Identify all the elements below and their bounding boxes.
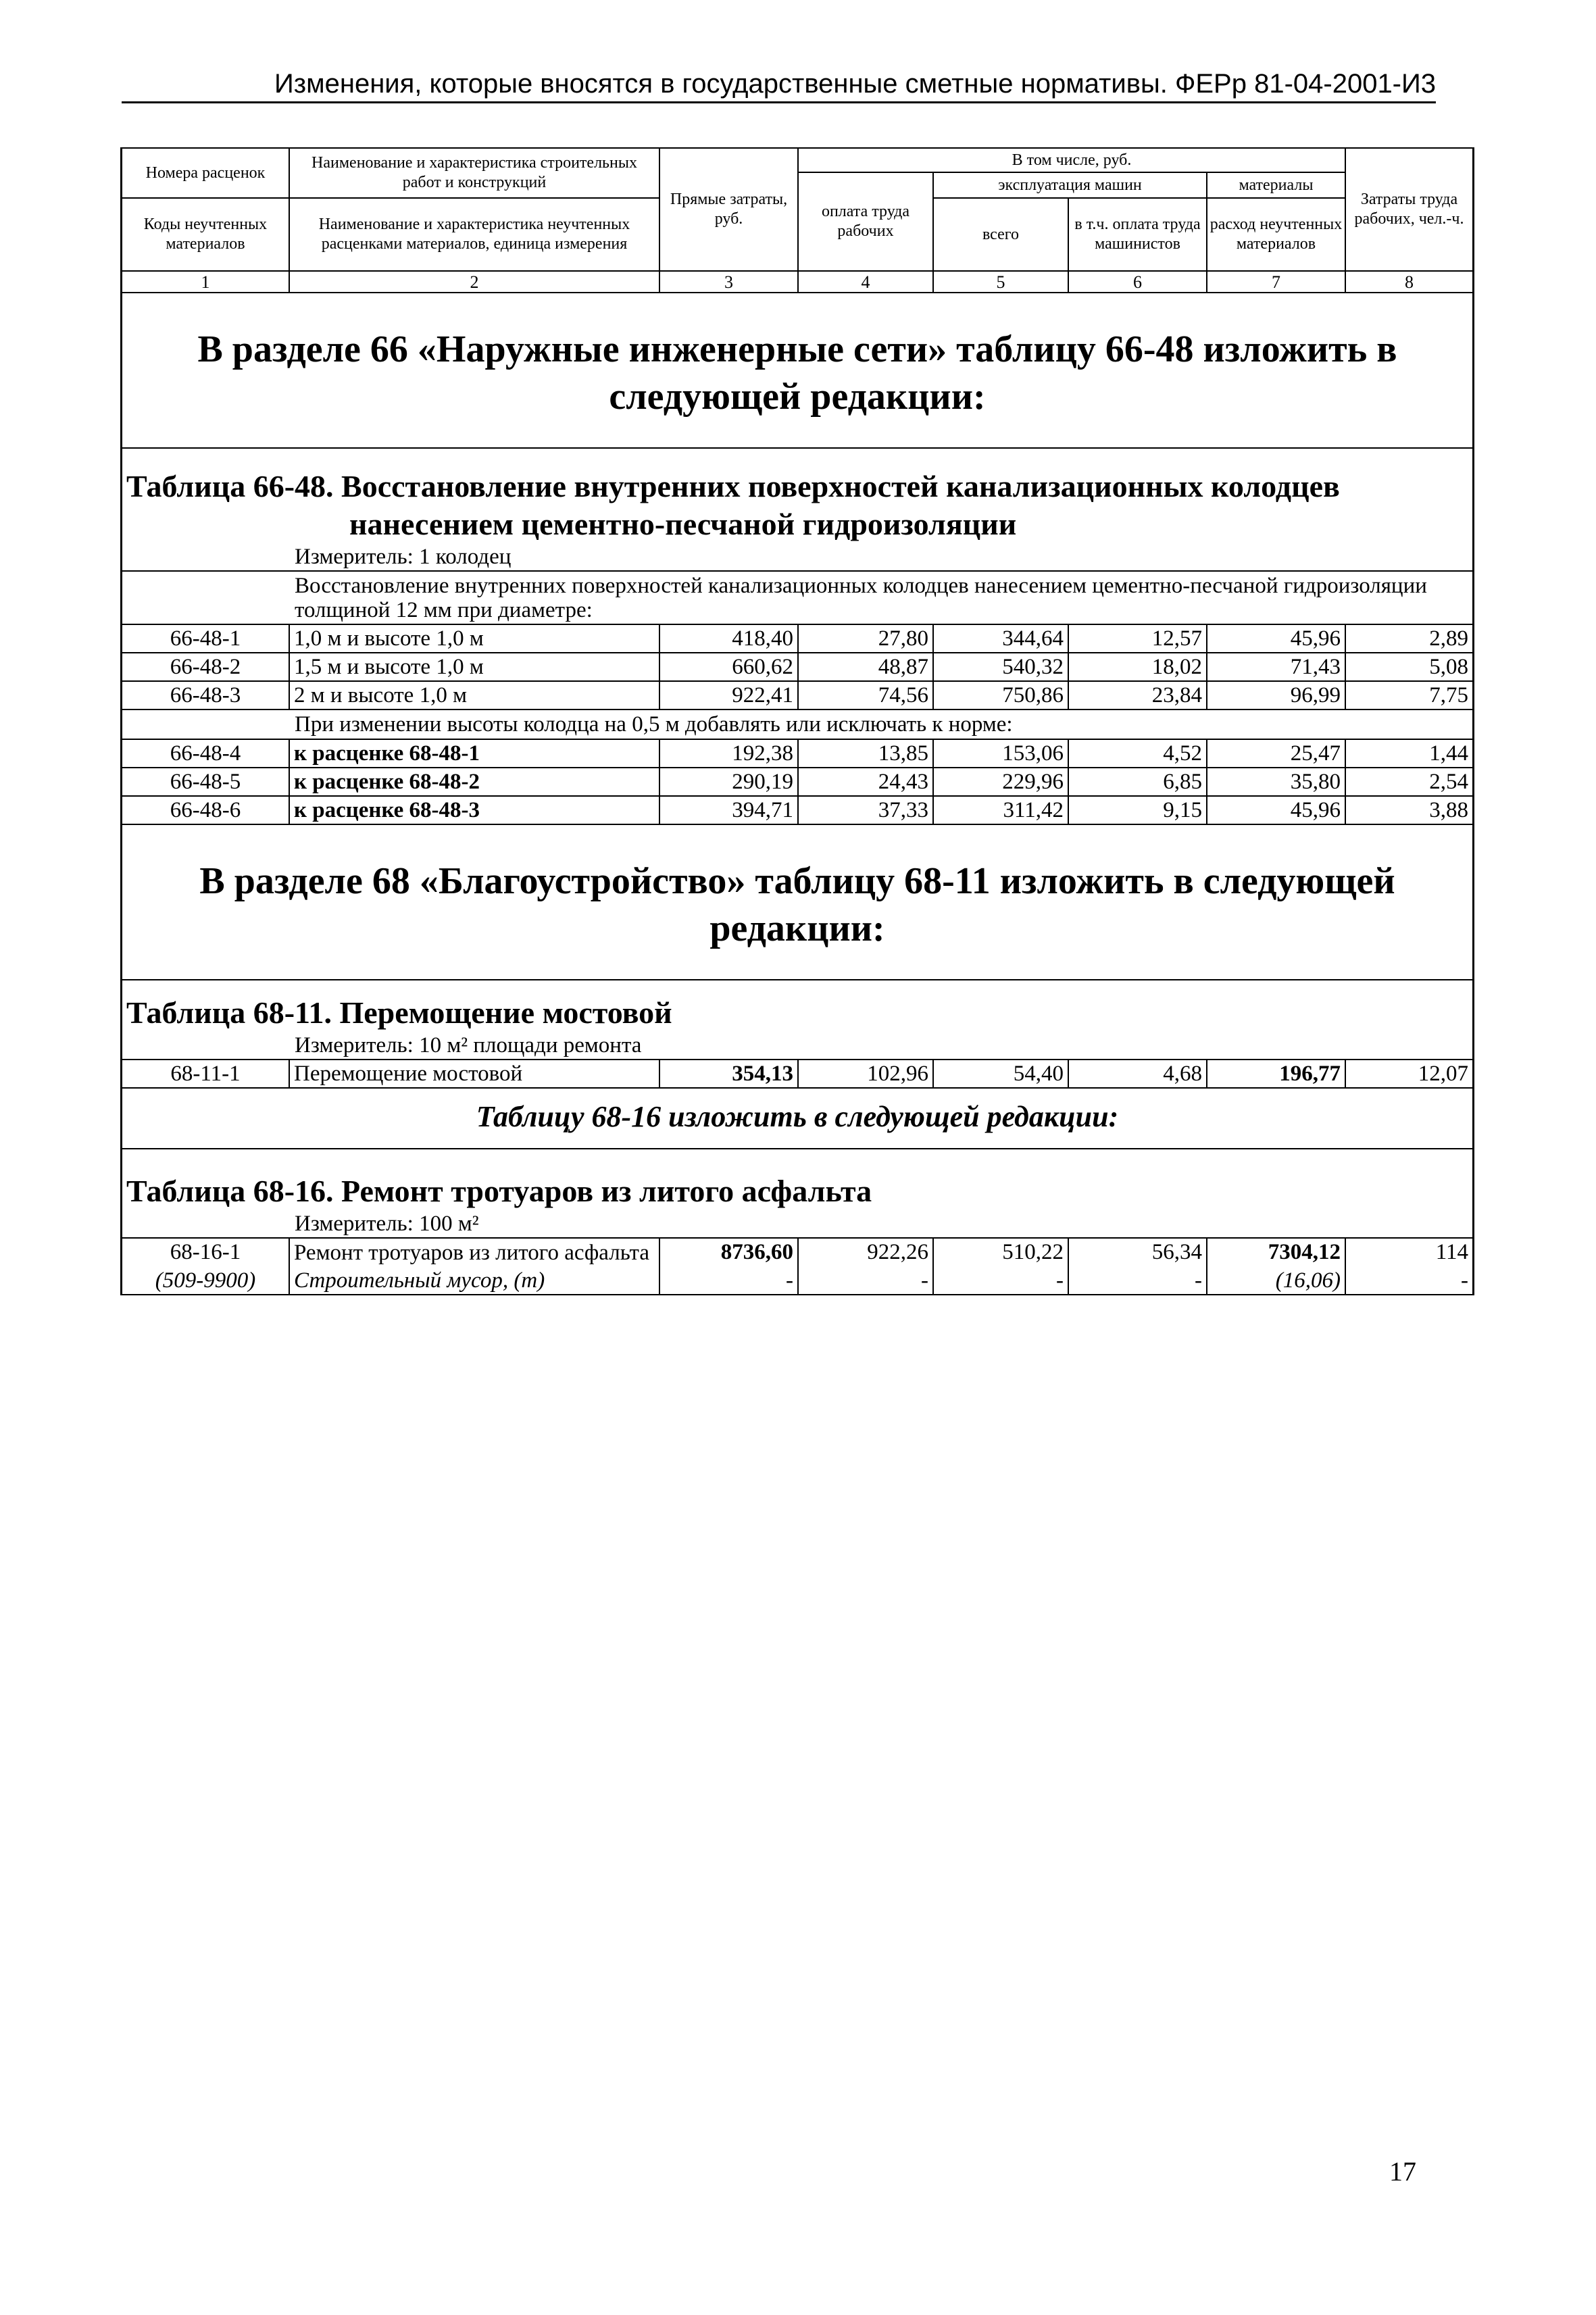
table-66-48-rows: [122, 625, 1472, 710]
cell-direct-cost: 922,41: [659, 681, 798, 710]
cell-machines-total: 54,40: [933, 1060, 1068, 1088]
row-name: к расценке 68-48-3: [289, 796, 659, 824]
cell-machines-total: 153,06: [933, 740, 1068, 768]
cell-labor-pay: 24,43: [798, 768, 933, 796]
col3-header: Прямые затраты, руб.: [659, 148, 798, 271]
cell-direct-cost: 394,71: [659, 796, 798, 824]
cell-labor-hours: 2,89: [1345, 625, 1472, 653]
table-68-16-measure: Измеритель: 100 м²: [122, 1210, 1472, 1239]
cell-labor-hours: 1,44: [1345, 740, 1472, 768]
cell-machines-total: 510,22: [933, 1239, 1068, 1267]
cell-labor-pay: 27,80: [798, 625, 933, 653]
cell-labor-hours: 5,08: [1345, 653, 1472, 681]
col-number: 7: [1207, 271, 1345, 293]
table-row: [122, 1239, 1472, 1267]
cell-machines-total: -: [933, 1267, 1068, 1295]
row-code: 66-48-3: [122, 681, 289, 710]
row-name: к расценке 68-48-1: [289, 740, 659, 768]
cell-machinists-pay: 12,57: [1068, 625, 1207, 653]
cell-labor-hours: 2,54: [1345, 768, 1472, 796]
page-number: 17: [1389, 2156, 1416, 2187]
table-66-48-title: [122, 468, 1472, 543]
table-row: [122, 796, 1472, 824]
table-row: [122, 768, 1472, 796]
cell-machines-total: 311,42: [933, 796, 1068, 824]
cell-materials: 45,96: [1207, 796, 1345, 824]
row-name: 1,0 м и высоте 1,0 м: [289, 625, 659, 653]
cell-direct-cost: 418,40: [659, 625, 798, 653]
row-code: 66-48-1: [122, 625, 289, 653]
section-66-heading: В разделе 66 «Наружные инженерные сети» таблицу 66-48 изложить в следующей редакции:: [122, 293, 1472, 449]
col-number: 2: [289, 271, 659, 293]
cell-direct-cost: 354,13: [659, 1060, 798, 1088]
cell-labor-pay: 37,33: [798, 796, 933, 824]
cell-direct-cost: 660,62: [659, 653, 798, 681]
section-68-heading: В разделе 68 «Благоустройство» таблицу 68-11 изложить в следующей редакции:: [122, 825, 1472, 980]
table-68-11-rows: [122, 1060, 1472, 1089]
col-number: 5: [933, 271, 1068, 293]
row-name: 2 м и высоте 1,0 м: [289, 681, 659, 710]
cell-materials: 96,99: [1207, 681, 1345, 710]
cell-labor-pay: 48,87: [798, 653, 933, 681]
height-adjust-note: При изменении высоты колодца на 0,5 м добавлять или исключать к норме:: [122, 710, 1472, 740]
row-code: 66-48-4: [122, 740, 289, 768]
cell-machinists-pay: -: [1068, 1267, 1207, 1295]
col1-top: Номера расценок: [122, 148, 289, 198]
row-code: 66-48-5: [122, 768, 289, 796]
row-code: (509-9900): [122, 1267, 289, 1295]
labor-header: оплата труда рабочих: [798, 172, 933, 271]
machines-total-header: всего: [933, 198, 1068, 271]
row-code: 66-48-2: [122, 653, 289, 681]
cell-materials: 45,96: [1207, 625, 1345, 653]
cell-machinists-pay: 4,52: [1068, 740, 1207, 768]
col-number: 1: [122, 271, 289, 293]
materials-header: материалы: [1207, 172, 1345, 198]
cell-materials: 25,47: [1207, 740, 1345, 768]
cell-materials: (16,06): [1207, 1267, 1345, 1295]
row-name: Перемощение мостовой: [289, 1060, 659, 1088]
cell-labor-hours: 114: [1435, 1240, 1468, 1264]
cell-machines-total: 540,32: [933, 653, 1068, 681]
col2-bottom: Наименование и характеристика неучтенных расценками материалов, единица измерения: [289, 198, 659, 271]
row-code: 66-48-6: [122, 796, 289, 824]
cell-materials: 196,77: [1207, 1060, 1345, 1088]
table-row: [122, 625, 1472, 653]
col-number: 3: [659, 271, 798, 293]
cell-machinists-pay: 18,02: [1068, 653, 1207, 681]
row-code: 68-11-1: [122, 1060, 289, 1088]
cell-machinists-pay: 6,85: [1068, 768, 1207, 796]
cell-machines-total: 229,96: [933, 768, 1068, 796]
table-row: [122, 653, 1472, 681]
cell-machines-total: 750,86: [933, 681, 1068, 710]
col-number: 4: [798, 271, 933, 293]
table-row: [122, 681, 1472, 710]
cell-direct-cost: 8736,60: [659, 1239, 798, 1267]
cell-direct-cost: 290,19: [659, 768, 798, 796]
cell-machinists-pay: 23,84: [1068, 681, 1207, 710]
materials-sub-header: расход неучтенных материалов: [1207, 198, 1345, 271]
cell-materials: 35,80: [1207, 768, 1345, 796]
table-66-48-adjust-rows: [122, 740, 1472, 825]
cell-materials: 7304,12: [1207, 1239, 1345, 1267]
cell-labor-hours: 7,75: [1345, 681, 1472, 710]
col2-top: Наименование и характеристика строительных работ и конструкций: [289, 148, 659, 198]
col-number: 8: [1345, 271, 1472, 293]
cell-labor-pay: 922,26: [798, 1239, 933, 1267]
cell-labor-pay: -: [798, 1267, 933, 1295]
document-body: [120, 147, 1474, 1295]
cell-materials: 71,43: [1207, 653, 1345, 681]
cell-machinists-pay: 9,15: [1068, 796, 1207, 824]
cell-labor-hours: -: [1345, 1267, 1472, 1295]
row-code: 68-16-1: [122, 1239, 289, 1267]
table-66-48-title-line2: нанесением цементно-песчаной гидроизоляции: [349, 507, 1017, 541]
column-header-table: [122, 147, 1472, 293]
machines-incl-header: в т.ч. оплата труда машинистов: [1068, 198, 1207, 271]
labor-cost-header: Затраты труда рабочих, чел.-ч.: [1345, 148, 1472, 271]
table-68-11-measure: Измеритель: 10 м² площади ремонта: [122, 1032, 1472, 1060]
cell-labor-hours: 12,07: [1345, 1060, 1472, 1088]
cell-labor-pay: 13,85: [798, 740, 933, 768]
table-66-48-measure: Измеритель: 1 колодец: [122, 543, 1472, 572]
running-header: Изменения, которые вносятся в государственные сметные нормативы. ФЕРр 81-04-2001-И3: [122, 66, 1436, 103]
col1-bottom: Коды неучтенных материалов: [122, 198, 289, 271]
col-number: 6: [1068, 271, 1207, 293]
table-68-16-rows: [122, 1239, 1472, 1295]
cell-direct-cost: -: [659, 1267, 798, 1295]
row-name: Ремонт тротуаров из литого асфальта: [289, 1239, 659, 1267]
row-name: 1,5 м и высоте 1,0 м: [289, 653, 659, 681]
table-68-11-title: Таблица 68-11. Перемощение мостовой: [126, 995, 672, 1030]
table-68-16-heading: Таблицу 68-16 изложить в следующей редакции:: [122, 1089, 1472, 1149]
row-name: к расценке 68-48-2: [289, 768, 659, 796]
including-header: В том числе, руб.: [798, 148, 1345, 172]
table-row: [122, 1267, 1472, 1295]
table-66-48-title-line1: Таблица 66-48. Восстановление внутренних поверхностей канализационных колодцев: [126, 469, 1340, 503]
cell-labor-pay: 74,56: [798, 681, 933, 710]
table-68-16-title: Таблица 68-16. Ремонт тротуаров из литого асфальта: [126, 1174, 872, 1208]
cell-labor-pay: 102,96: [798, 1060, 933, 1088]
cell-labor-hours: 3,88: [1345, 796, 1472, 824]
table-row: [122, 740, 1472, 768]
table-66-48-description: Восстановление внутренних поверхностей канализационных колодцев нанесением цементно-песчаной гидроизоляции толщиной 12 мм при диаметре:: [122, 572, 1472, 625]
cell-machinists-pay: 4,68: [1068, 1060, 1207, 1088]
table-row: [122, 1060, 1472, 1088]
cell-machines-total: 344,64: [933, 625, 1068, 653]
cell-direct-cost: 192,38: [659, 740, 798, 768]
row-name: Строительный мусор, (т): [289, 1267, 659, 1295]
cell-machinists-pay: 56,34: [1068, 1239, 1207, 1267]
machines-header: эксплуатация машин: [933, 172, 1207, 198]
